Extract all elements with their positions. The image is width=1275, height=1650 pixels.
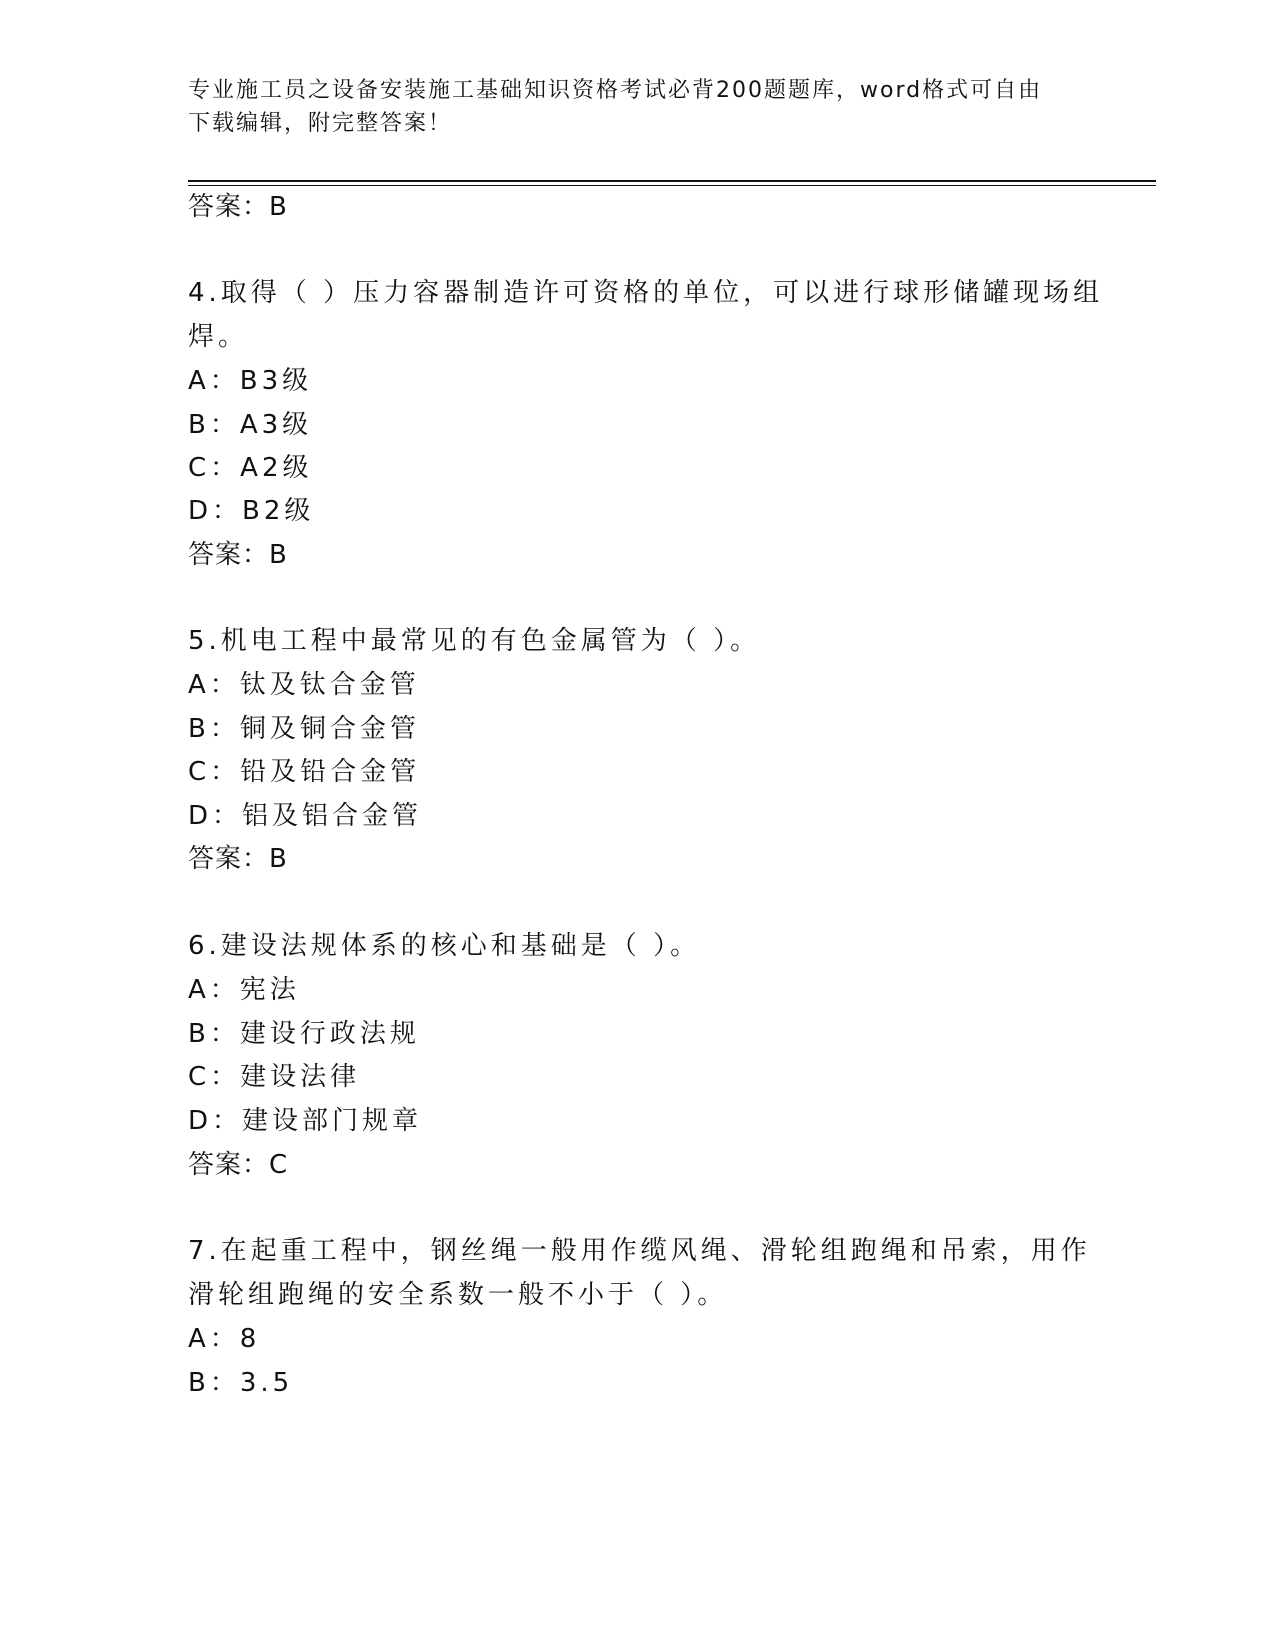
- question-4-answer: 答案：B: [188, 540, 288, 570]
- question-7-option-a: A：8: [188, 1324, 261, 1354]
- previous-answer: 答案：B: [188, 192, 288, 222]
- question-4-stem-line-2: 焊。: [188, 322, 249, 352]
- question-7-option-b: B：3.5: [188, 1368, 294, 1398]
- question-6-option-d: D：建设部门规章: [188, 1106, 423, 1136]
- header-divider-thin: [188, 185, 1156, 186]
- question-5-answer: 答案：B: [188, 844, 288, 874]
- question-5-option-b: B：铜及铜合金管: [188, 714, 420, 744]
- question-6-option-a: A：宪法: [188, 975, 300, 1005]
- question-5-option-d: D：铝及铝合金管: [188, 801, 423, 831]
- question-6-answer: 答案：C: [188, 1150, 289, 1180]
- question-5-option-c: C：铅及铅合金管: [188, 757, 421, 787]
- question-4-option-a: A：B3级: [188, 366, 313, 396]
- question-6-stem-line-1: 6.建设法规体系的核心和基础是（ ）。: [188, 931, 701, 961]
- question-6-option-c: C：建设法律: [188, 1062, 361, 1092]
- question-6-option-b: B：建设行政法规: [188, 1019, 420, 1049]
- header-line-2: 下载编辑，附完整答案！: [188, 111, 453, 136]
- document-header: [188, 74, 1088, 140]
- question-7-stem-line-1: 7.在起重工程中，钢丝绳一般用作缆风绳、滑轮组跑绳和吊索，用作: [188, 1236, 1091, 1266]
- question-4-option-c: C：A2级: [188, 453, 313, 483]
- question-5-option-a: A：钛及钛合金管: [188, 670, 420, 700]
- question-7-stem-line-2: 滑轮组跑绳的安全系数一般不小于（ ）。: [188, 1280, 728, 1310]
- question-4-option-b: B：A3级: [188, 410, 313, 440]
- question-4-option-d: D：B2级: [188, 496, 315, 526]
- question-4-stem-line-1: 4.取得（ ）压力容器制造许可资格的单位，可以进行球形储罐现场组: [188, 278, 1104, 308]
- header-divider-thick: [188, 180, 1156, 182]
- question-5-stem-line-1: 5.机电工程中最常见的有色金属管为（ ）。: [188, 626, 761, 656]
- header-line-1: 专业施工员之设备安装施工基础知识资格考试必背200题题库，word格式可自由: [188, 78, 1043, 103]
